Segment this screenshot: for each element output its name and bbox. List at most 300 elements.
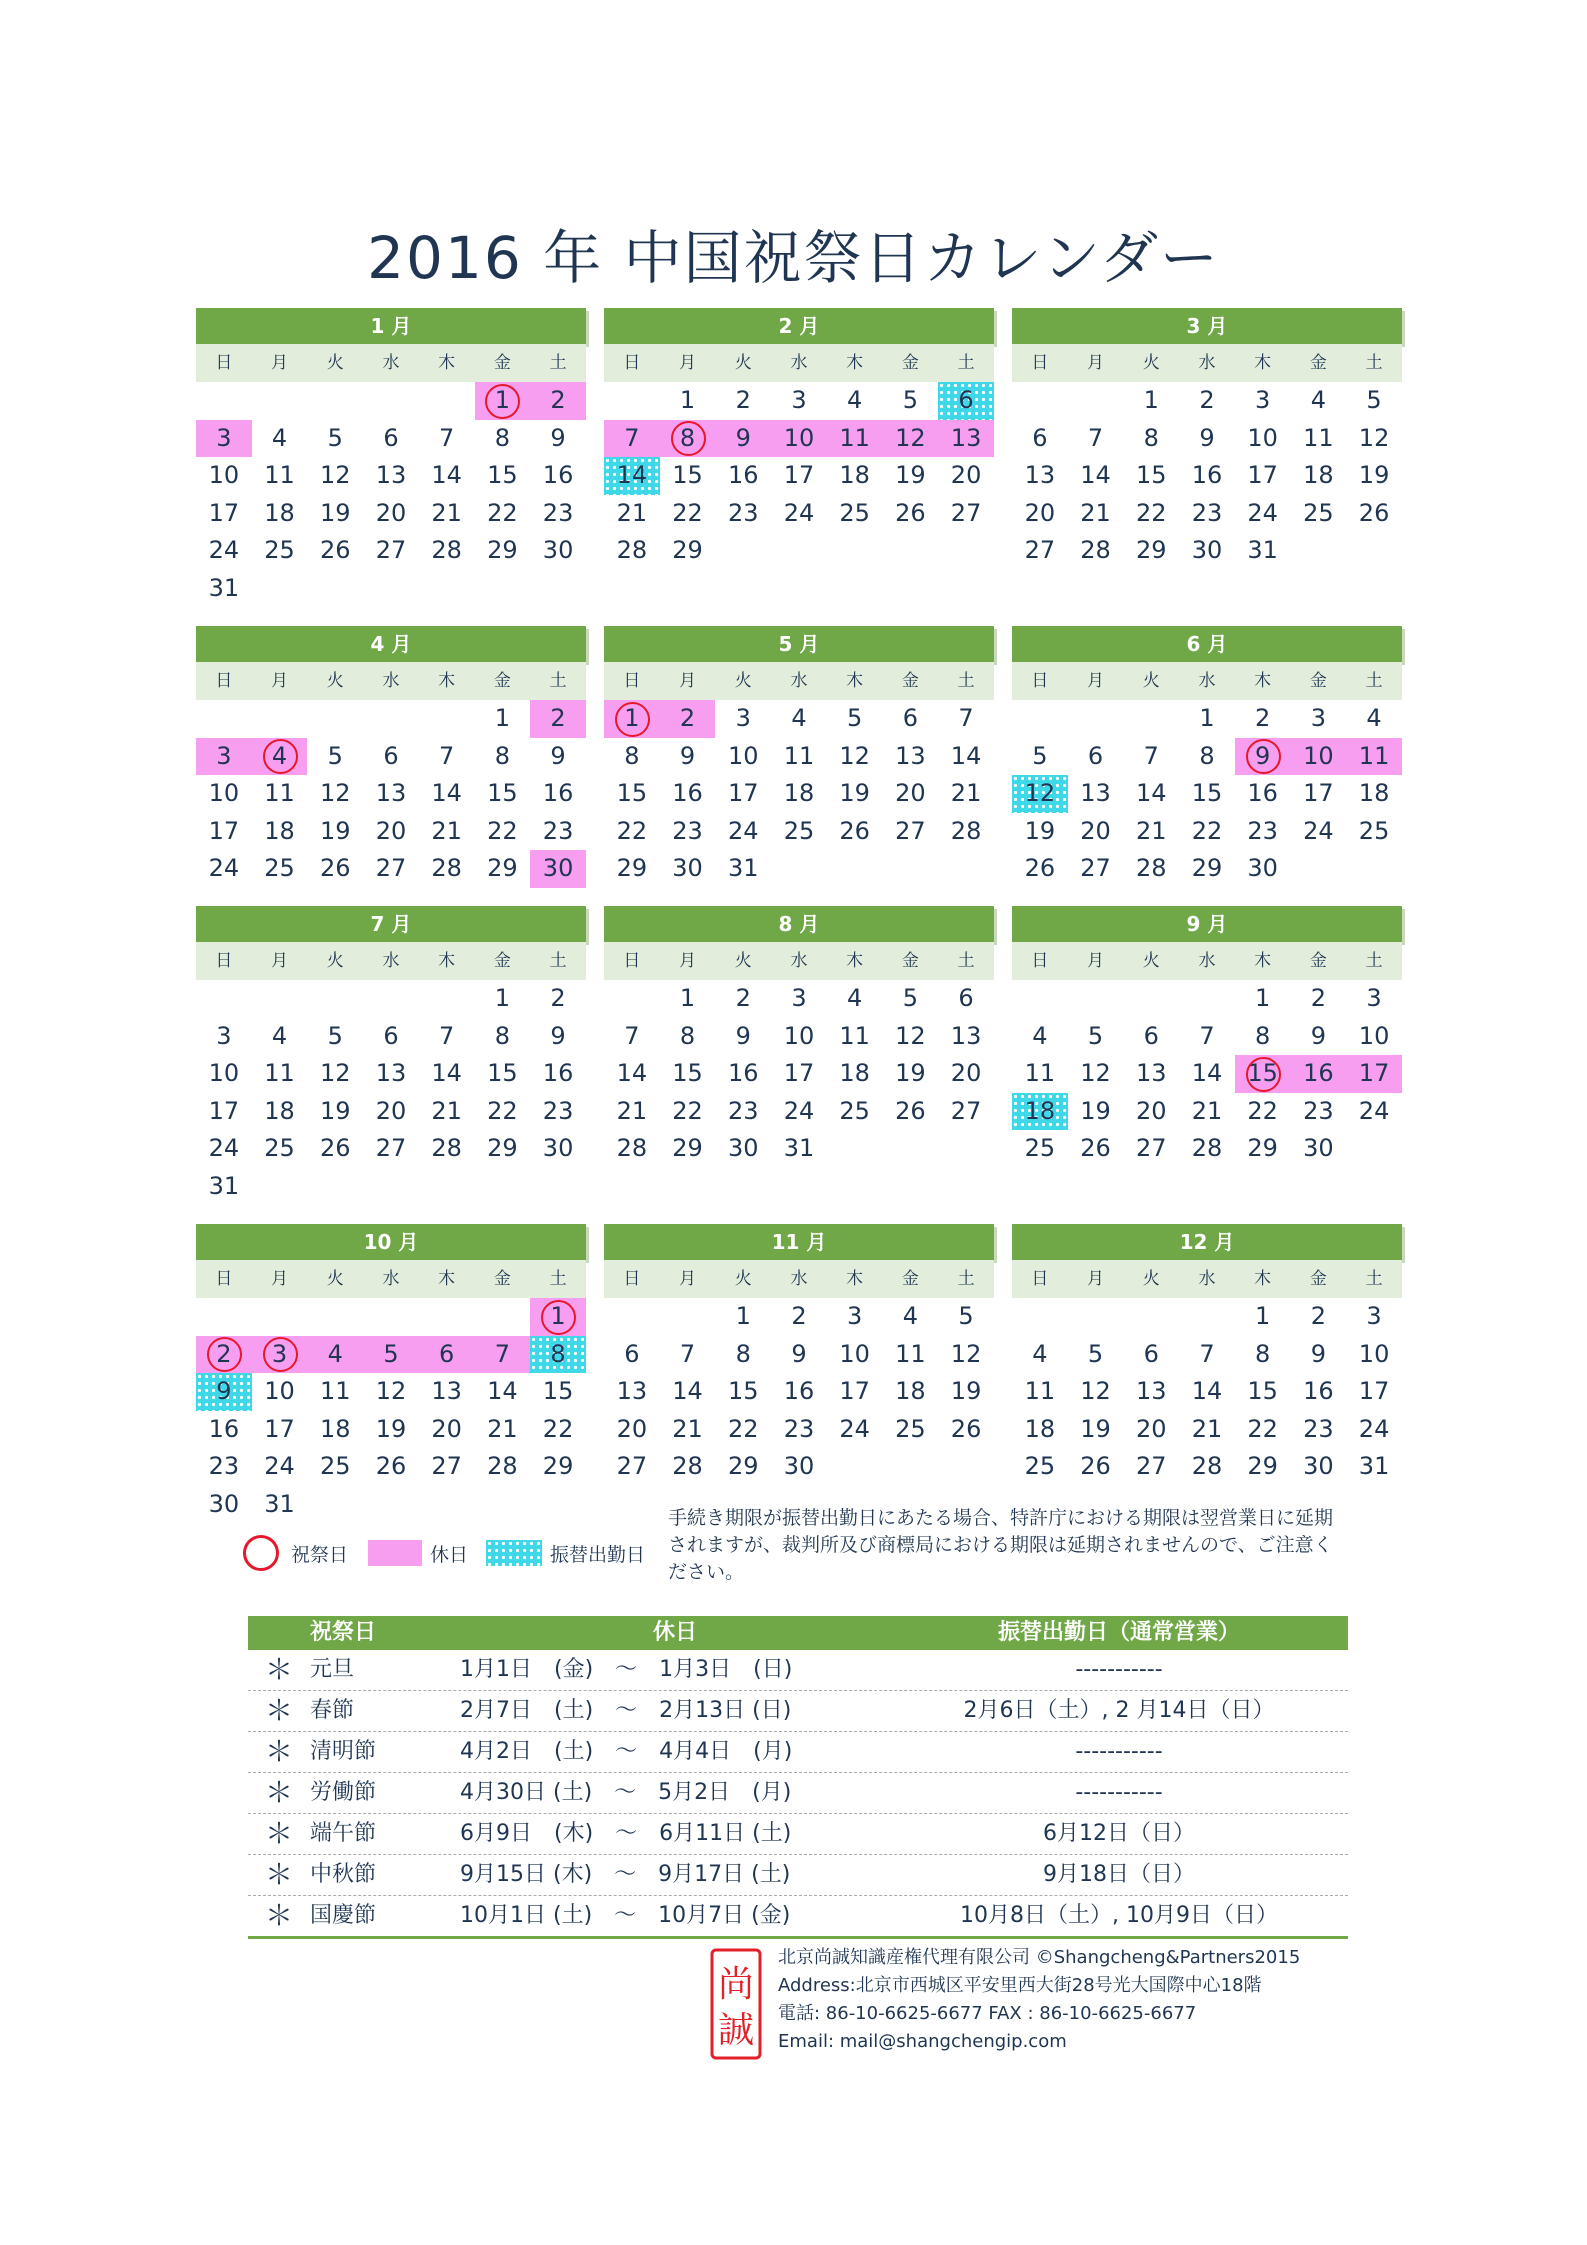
day-cell: 24 xyxy=(1358,1096,1390,1125)
weekday-label: 土 xyxy=(549,353,567,373)
day-cell xyxy=(883,1130,939,1168)
day-cell: 21 xyxy=(616,1096,648,1125)
day-cell: 11 xyxy=(895,1339,926,1368)
asterisk-icon: ＊ xyxy=(264,1694,293,1727)
week-row xyxy=(604,775,994,813)
day-cell: 27 xyxy=(1135,1134,1167,1162)
day-cell: 29 xyxy=(487,1134,518,1162)
day-cell: 16 xyxy=(542,1059,574,1087)
weekday-label: 日 xyxy=(215,353,233,373)
workday-value: 10月8日（土）, 10月9日（日） xyxy=(960,1903,1278,1928)
week-row xyxy=(604,1093,994,1131)
day-cell: 10 xyxy=(208,1059,240,1087)
day-cell: 19 xyxy=(319,816,351,845)
day-cell: 13 xyxy=(1135,1059,1167,1087)
day-cell: 14 xyxy=(1191,1059,1223,1087)
day-cell: 16 xyxy=(727,461,759,489)
weekday-label: 金 xyxy=(493,951,511,971)
day-cell: 16 xyxy=(542,779,574,807)
day-cell: 9 xyxy=(1235,738,1291,776)
day-cell xyxy=(419,1298,475,1336)
weekday-label: 月 xyxy=(271,951,289,971)
day-cell: 19 xyxy=(1080,1414,1111,1443)
day-cell: 18 xyxy=(264,1096,295,1125)
company-name: 北京尚誠知識産権代理有限公司 ©Shangcheng&Partners2015 xyxy=(778,1947,1301,1968)
weekday-row xyxy=(196,344,586,382)
asterisk-icon: ＊ xyxy=(264,1858,293,1891)
day-cell: 14 xyxy=(431,779,462,807)
month-header: 3 月 xyxy=(1012,308,1402,344)
day-cell: 5 xyxy=(1087,1339,1104,1368)
day-cell: 23 xyxy=(672,816,703,845)
weekday-label: 木 xyxy=(846,951,864,971)
week-row xyxy=(1012,700,1402,738)
day-cell xyxy=(1179,980,1235,1018)
day-cell: 8 xyxy=(1255,1339,1271,1368)
week-row xyxy=(1012,1018,1402,1056)
day-cell xyxy=(938,1448,994,1486)
day-cell: 22 xyxy=(616,816,648,845)
day-cell xyxy=(1346,532,1402,570)
day-cell xyxy=(1291,532,1347,570)
weekday-row xyxy=(1012,1260,1402,1298)
month-header: 8 月 xyxy=(604,906,994,942)
day-cell: 11 xyxy=(1024,1377,1056,1405)
day-cell: 27 xyxy=(950,498,982,527)
day-cell: 18 xyxy=(264,816,295,845)
day-cell: 26 xyxy=(1024,854,1056,882)
weekday-label: 土 xyxy=(957,951,975,971)
day-cell xyxy=(419,980,475,1018)
day-cell: 8 xyxy=(735,1339,751,1368)
weekday-label: 土 xyxy=(957,353,975,373)
day-cell: 30 xyxy=(530,850,586,888)
weekday-label: 水 xyxy=(382,671,400,691)
company-info xyxy=(778,1944,1418,2056)
weekday-label: 金 xyxy=(901,353,919,373)
page-title: 2016 年 中国祝祭日カレンダー xyxy=(367,224,1220,292)
header-workday: 振替出勤日（通常営業） xyxy=(997,1620,1240,1645)
day-cell: 13 xyxy=(375,461,407,489)
day-cell: 18 xyxy=(1358,779,1390,807)
asterisk-icon: ＊ xyxy=(264,1776,293,1809)
week-row xyxy=(196,1055,586,1093)
month-calendar xyxy=(196,626,586,888)
day-cell: 2 xyxy=(735,386,751,414)
day-cell: 26 xyxy=(895,498,926,527)
day-cell: 22 xyxy=(487,816,518,845)
day-cell: 5 xyxy=(1087,1021,1104,1050)
weekday-label: 日 xyxy=(1031,1269,1049,1289)
day-cell: 15 xyxy=(672,461,703,489)
weekday-label: 水 xyxy=(382,1269,400,1289)
weekday-label: 火 xyxy=(1142,353,1160,373)
week-row xyxy=(1012,1093,1402,1131)
month-header: 7 月 xyxy=(196,906,586,942)
day-cell: 1 xyxy=(679,386,696,414)
day-cell: 17 xyxy=(208,498,240,527)
day-cell: 24 xyxy=(208,536,240,564)
weekday-label: 月 xyxy=(679,353,697,373)
day-cell: 23 xyxy=(783,1414,815,1443)
day-cell: 25 xyxy=(319,1452,351,1480)
day-cell: 25 xyxy=(895,1414,926,1443)
weekday-row xyxy=(604,1260,994,1298)
day-cell: 1 xyxy=(735,1302,751,1330)
weekday-label: 水 xyxy=(382,951,400,971)
week-row xyxy=(196,738,586,776)
day-cell: 4 xyxy=(1366,704,1382,732)
day-cell: 21 xyxy=(1191,1414,1223,1443)
weekday-label: 火 xyxy=(326,951,344,971)
table-header xyxy=(248,1616,1348,1650)
asterisk-icon: ＊ xyxy=(264,1653,293,1686)
day-cell: 2 xyxy=(196,1336,252,1374)
day-cell: 13 xyxy=(1024,461,1056,489)
weekday-label: 日 xyxy=(215,671,233,691)
day-cell: 12 xyxy=(1358,423,1390,452)
day-cell: 19 xyxy=(375,1414,407,1443)
weekday-label: 月 xyxy=(271,671,289,691)
day-cell xyxy=(307,700,363,738)
weekday-label: 金 xyxy=(901,671,919,691)
header-off: 休日 xyxy=(652,1620,697,1645)
day-cell: 12 xyxy=(319,461,351,489)
day-cell: 7 xyxy=(1199,1339,1215,1368)
day-cell xyxy=(827,850,883,888)
day-cell: 26 xyxy=(319,536,351,564)
holiday-name: 労働節 xyxy=(310,1780,377,1805)
day-cell: 17 xyxy=(727,779,759,807)
weekday-label: 火 xyxy=(734,1269,752,1289)
day-cell: 1 xyxy=(1143,386,1159,414)
day-cell: 2 xyxy=(735,984,751,1012)
day-cell: 16 xyxy=(727,1059,759,1087)
day-cell: 28 xyxy=(672,1452,703,1480)
weekday-label: 金 xyxy=(1309,951,1327,971)
day-cell: 22 xyxy=(487,1096,518,1125)
day-cell: 8 xyxy=(494,1021,510,1050)
day-cell xyxy=(1012,382,1068,420)
week-row xyxy=(1012,850,1402,888)
weekday-label: 水 xyxy=(790,671,808,691)
day-cell: 6 xyxy=(383,1021,399,1050)
weekday-row xyxy=(604,942,994,980)
weekday-label: 火 xyxy=(326,1269,344,1289)
day-cell: 29 xyxy=(487,854,518,882)
day-cell xyxy=(771,850,827,888)
day-cell: 19 xyxy=(950,1377,982,1405)
day-cell: 27 xyxy=(375,1134,407,1162)
month-header: 1 月 xyxy=(196,308,586,344)
day-cell: 6 xyxy=(938,382,994,420)
week-row xyxy=(604,382,994,420)
weekday-label: 火 xyxy=(734,353,752,373)
day-cell: 10 xyxy=(839,1339,870,1368)
day-cell: 29 xyxy=(672,1134,703,1162)
asterisk-icon: ＊ xyxy=(264,1735,293,1768)
day-cell: 12 xyxy=(1080,1059,1111,1087)
weekday-label: 月 xyxy=(679,951,697,971)
day-cell: 28 xyxy=(1191,1134,1223,1162)
week-row xyxy=(196,1018,586,1056)
day-cell: 5 xyxy=(363,1336,419,1374)
day-cell: 10 xyxy=(1358,1339,1390,1368)
day-cell: 10 xyxy=(264,1377,295,1405)
day-cell: 4 xyxy=(1032,1339,1048,1368)
weekday-label: 土 xyxy=(549,671,567,691)
weekday-label: 日 xyxy=(623,951,641,971)
day-cell: 11 xyxy=(264,779,295,807)
day-cell: 30 xyxy=(783,1452,815,1480)
day-cell: 8 xyxy=(660,420,716,458)
day-cell xyxy=(419,1168,475,1206)
day-cell xyxy=(530,1486,586,1524)
week-row xyxy=(196,1486,586,1524)
day-cell: 25 xyxy=(1024,1452,1056,1480)
day-cell: 8 xyxy=(1255,1021,1271,1050)
day-cell: 13 xyxy=(375,779,407,807)
day-cell: 21 xyxy=(672,1414,703,1443)
day-cell: 7 xyxy=(439,423,455,452)
day-cell: 11 xyxy=(1346,738,1402,776)
day-cell: 10 xyxy=(1358,1021,1390,1050)
asterisk-icon: ＊ xyxy=(264,1817,293,1850)
day-cell: 9 xyxy=(1199,423,1215,452)
week-row xyxy=(604,850,994,888)
day-cell xyxy=(530,1168,586,1206)
day-cell: 27 xyxy=(1080,854,1111,882)
day-cell: 11 xyxy=(319,1377,351,1405)
day-cell: 19 xyxy=(895,461,926,489)
week-row xyxy=(604,532,994,570)
day-cell: 18 xyxy=(1012,1093,1068,1131)
week-row xyxy=(1012,775,1402,813)
day-cell xyxy=(1068,382,1124,420)
weekday-label: 火 xyxy=(734,951,752,971)
day-cell xyxy=(419,1486,475,1524)
month-header: 4 月 xyxy=(196,626,586,662)
holiday-name: 中秋節 xyxy=(310,1862,377,1887)
week-row xyxy=(604,1298,994,1336)
day-cell xyxy=(363,1486,419,1524)
day-cell: 18 xyxy=(839,461,870,489)
day-cell: 6 xyxy=(1032,423,1048,452)
day-cell: 3 xyxy=(1310,704,1326,732)
weekday-label: 木 xyxy=(846,1269,864,1289)
day-cell: 8 xyxy=(1143,423,1159,452)
day-cell xyxy=(196,1298,252,1336)
day-cell: 19 xyxy=(319,498,351,527)
weekday-label: 水 xyxy=(790,1269,808,1289)
day-cell: 20 xyxy=(1135,1096,1167,1125)
week-row xyxy=(196,532,586,570)
week-row xyxy=(196,700,586,738)
day-cell xyxy=(1123,980,1179,1018)
day-cell: 12 xyxy=(839,741,870,770)
day-cell xyxy=(475,570,531,608)
day-cell xyxy=(660,1298,716,1336)
day-cell: 3 xyxy=(1255,386,1271,414)
day-cell: 3 xyxy=(791,386,807,414)
day-cell: 16 xyxy=(1191,461,1223,489)
day-cell: 20 xyxy=(1080,816,1111,845)
day-cell: 26 xyxy=(1080,1134,1111,1162)
day-cell: 3 xyxy=(252,1336,308,1374)
weekday-label: 日 xyxy=(623,671,641,691)
day-cell: 1 xyxy=(1255,984,1271,1012)
week-row xyxy=(196,1168,586,1206)
table-row xyxy=(248,1732,1348,1773)
day-cell: 16 xyxy=(1303,1377,1334,1405)
day-cell xyxy=(307,570,363,608)
day-cell: 20 xyxy=(895,779,926,807)
day-cell: 19 xyxy=(319,1096,351,1125)
day-cell: 5 xyxy=(902,984,918,1012)
week-row xyxy=(196,1373,586,1411)
month-calendar xyxy=(604,906,994,1168)
day-cell: 9 xyxy=(1310,1339,1326,1368)
day-cell xyxy=(475,1298,531,1336)
day-cell: 4 xyxy=(1032,1021,1048,1050)
month-calendar xyxy=(1012,308,1402,570)
day-cell xyxy=(1012,980,1068,1018)
day-cell: 14 xyxy=(616,1059,648,1087)
day-cell: 14 xyxy=(672,1377,703,1405)
day-cell: 6 xyxy=(624,1339,640,1368)
day-cell xyxy=(938,850,994,888)
weekday-row xyxy=(604,662,994,700)
day-cell xyxy=(307,1486,363,1524)
weekday-row xyxy=(196,1260,586,1298)
day-cell: 14 xyxy=(487,1377,518,1405)
weekday-label: 土 xyxy=(1365,1269,1383,1289)
day-cell: 15 xyxy=(487,779,518,807)
day-cell: 24 xyxy=(264,1452,295,1480)
day-cell: 26 xyxy=(375,1452,407,1480)
day-cell: 18 xyxy=(1303,461,1334,489)
day-cell xyxy=(363,980,419,1018)
day-cell: 14 xyxy=(431,461,462,489)
day-cell: 12 xyxy=(319,1059,351,1087)
day-cell: 16 xyxy=(542,461,574,489)
weekday-label: 火 xyxy=(326,671,344,691)
day-cell: 3 xyxy=(196,738,252,776)
holiday-name: 春節 xyxy=(310,1698,355,1723)
weekday-label: 木 xyxy=(438,1269,456,1289)
day-cell: 25 xyxy=(1024,1134,1056,1162)
day-cell: 22 xyxy=(672,1096,703,1125)
day-cell: 20 xyxy=(1135,1414,1167,1443)
day-cell: 20 xyxy=(950,461,982,489)
day-cell: 11 xyxy=(1024,1059,1056,1087)
day-cell: 15 xyxy=(542,1377,574,1405)
day-cell: 15 xyxy=(1247,1377,1278,1405)
weekday-label: 金 xyxy=(1309,671,1327,691)
week-row xyxy=(604,980,994,1018)
week-row xyxy=(1012,532,1402,570)
workday-value: 6月12日（日） xyxy=(1043,1821,1195,1846)
day-cell: 2 xyxy=(660,700,716,738)
day-cell: 20 xyxy=(375,498,407,527)
day-cell: 10 xyxy=(208,461,240,489)
day-cell: 11 xyxy=(783,741,815,770)
day-cell: 28 xyxy=(431,854,462,882)
week-row xyxy=(196,420,586,458)
day-cell: 29 xyxy=(1247,1134,1278,1162)
day-cell: 12 xyxy=(883,420,939,458)
day-cell: 30 xyxy=(542,536,574,564)
day-cell: 11 xyxy=(1303,423,1334,452)
week-row xyxy=(196,457,586,495)
day-cell: 22 xyxy=(487,498,518,527)
day-cell: 25 xyxy=(839,1096,870,1125)
weekday-label: 土 xyxy=(549,1269,567,1289)
day-cell: 29 xyxy=(487,536,518,564)
day-cell: 24 xyxy=(727,816,759,845)
legend-workday-label: 振替出勤日 xyxy=(550,1543,646,1566)
week-row xyxy=(196,1093,586,1131)
weekday-label: 土 xyxy=(1365,951,1383,971)
day-cell: 23 xyxy=(542,498,574,527)
weekday-label: 月 xyxy=(1087,671,1105,691)
day-cell: 10 xyxy=(208,779,240,807)
day-cell: 23 xyxy=(1247,816,1278,845)
day-cell: 15 xyxy=(672,1059,703,1087)
day-cell: 20 xyxy=(616,1414,648,1443)
day-cell: 31 xyxy=(208,1171,240,1200)
table-row xyxy=(248,1855,1348,1896)
day-cell: 9 xyxy=(550,1021,566,1050)
table-row xyxy=(248,1814,1348,1855)
day-cell xyxy=(604,1298,660,1336)
day-cell: 6 xyxy=(902,704,918,732)
day-cell: 24 xyxy=(1358,1414,1390,1443)
weekday-row xyxy=(1012,942,1402,980)
weekday-label: 火 xyxy=(734,671,752,691)
day-cell: 5 xyxy=(327,423,343,452)
weekday-label: 日 xyxy=(623,1269,641,1289)
day-cell: 4 xyxy=(847,386,863,414)
month-header: 2 月 xyxy=(604,308,994,344)
day-cell: 22 xyxy=(1135,498,1167,527)
day-cell xyxy=(307,1168,363,1206)
day-cell: 19 xyxy=(839,779,870,807)
workday-value: 9月18日（日） xyxy=(1043,1862,1195,1887)
day-cell: 12 xyxy=(375,1377,407,1405)
day-cell: 25 xyxy=(264,1134,295,1162)
day-cell: 3 xyxy=(1366,984,1382,1012)
month-header: 10 月 xyxy=(196,1224,586,1260)
workday-swatch xyxy=(486,1540,542,1566)
week-row xyxy=(604,1130,994,1168)
day-cell: 14 xyxy=(1191,1377,1223,1405)
day-cell: 2 xyxy=(530,700,586,738)
day-cell: 17 xyxy=(208,816,240,845)
week-row xyxy=(1012,1130,1402,1168)
day-cell: 7 xyxy=(1087,423,1104,452)
day-cell: 17 xyxy=(264,1414,295,1443)
legend-holiday-label: 祝祭日 xyxy=(291,1543,349,1566)
week-row xyxy=(1012,1298,1402,1336)
day-cell: 8 xyxy=(494,741,510,770)
day-cell: 11 xyxy=(827,420,883,458)
day-cell: 6 xyxy=(419,1336,475,1374)
day-cell: 26 xyxy=(1080,1452,1111,1480)
day-cell: 5 xyxy=(958,1302,974,1330)
day-cell xyxy=(307,980,363,1018)
week-row xyxy=(604,738,994,776)
